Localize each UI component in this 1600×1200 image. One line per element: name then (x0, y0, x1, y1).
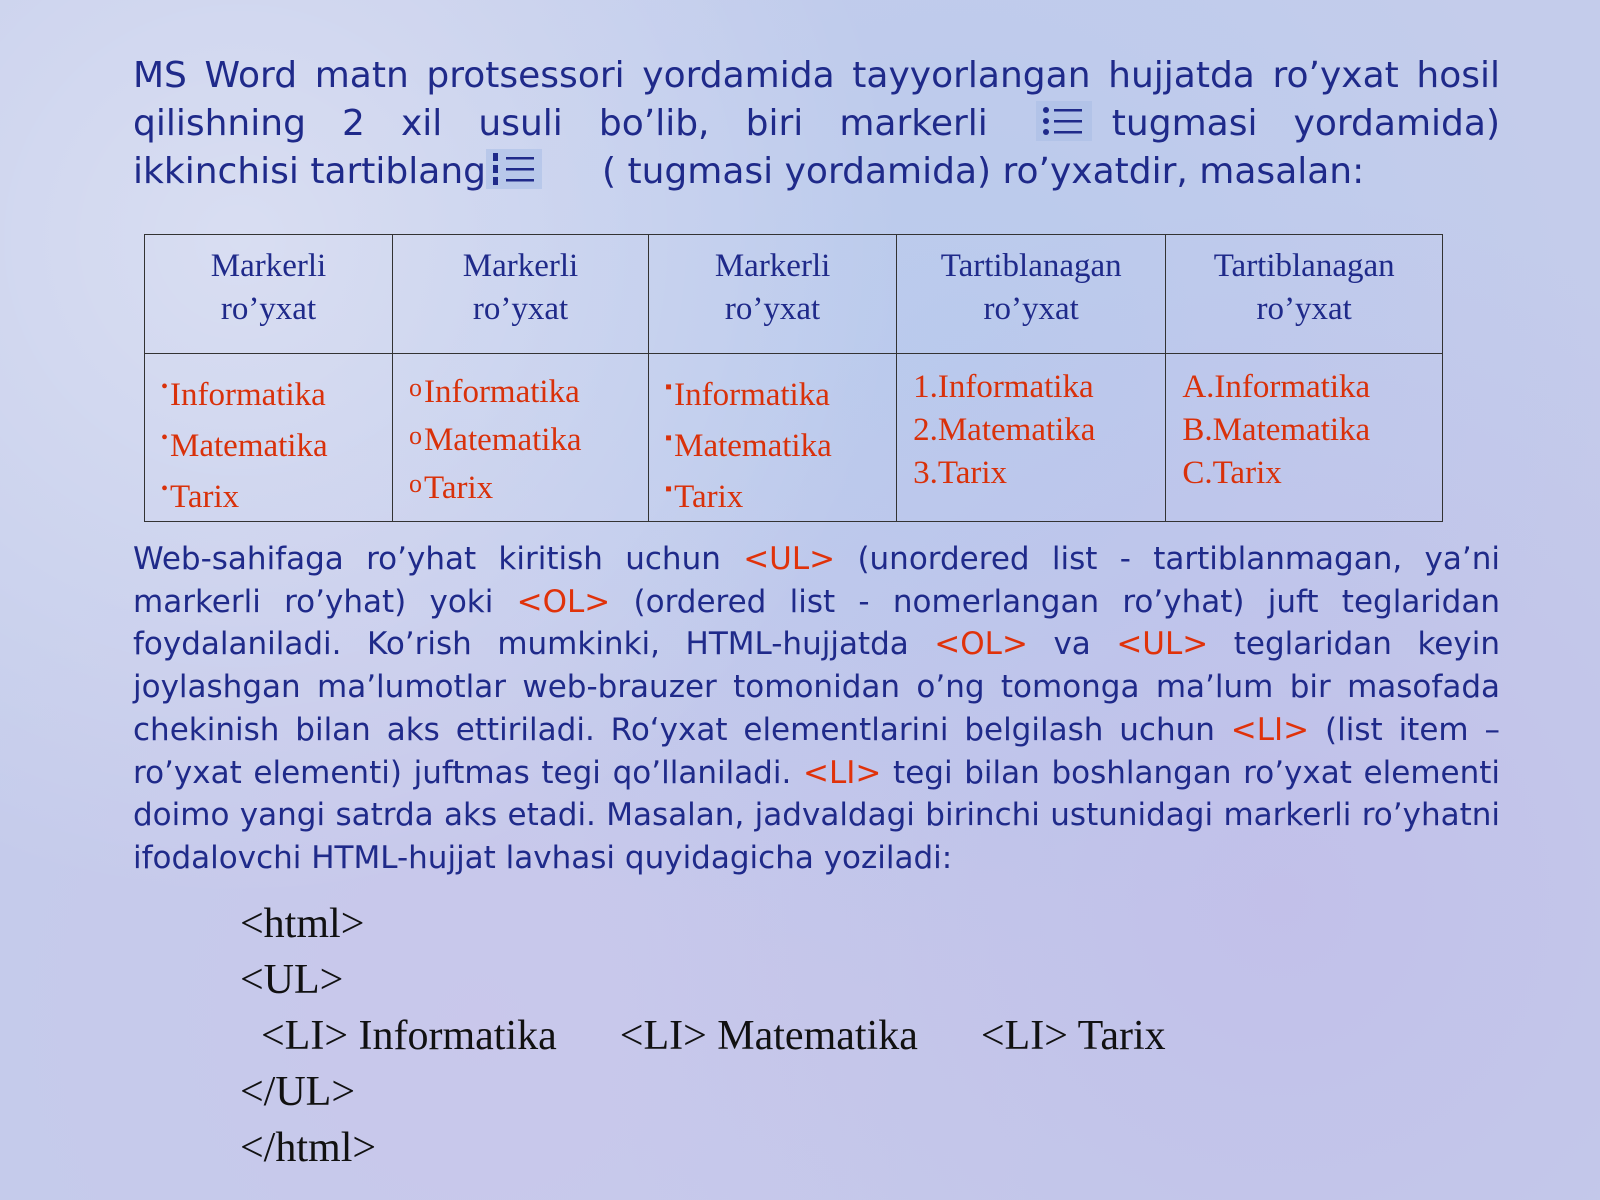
header-line: ro’yxat (724, 291, 821, 327)
bullet-marker: • (161, 376, 169, 398)
list-item (409, 414, 648, 462)
list-item-text: Matematika (674, 428, 832, 464)
list-item: C.Tarix (1182, 455, 1282, 491)
header-line: Markerli (714, 248, 831, 284)
body-text: va (1027, 626, 1117, 663)
code-line: </html> (240, 1125, 377, 1171)
square-list-cell (649, 354, 897, 522)
code-line: <UL> (240, 957, 344, 1003)
header-line: ro’yxat (1256, 291, 1352, 327)
bullet-marker: • (161, 427, 169, 449)
list-item-text: Tarix (170, 479, 240, 515)
numbered-list-cell (897, 354, 1166, 522)
header-line: Tartiblanagan (940, 248, 1122, 284)
numbered-list-icon (486, 149, 542, 189)
list-item-text: Matematika (170, 428, 328, 464)
list-item (161, 366, 392, 417)
body-text: teglaridan keyin joylashgan ma’lumotlar web-brauzer tomonidan o’ng tomonga ma’lum bir masofada chekinish bilan aks ettiriladi. Ro‘yxat elementlarini belgilash uchun (133, 626, 1500, 748)
bulleted-list-icon (1036, 101, 1092, 141)
square-marker: ▪ (665, 427, 673, 449)
body-text: (unordered list - tartiblanmagan, ya’ni markerli ro’yhat) yoki (133, 541, 1500, 620)
circle-list-cell (392, 354, 648, 522)
code-line: <LI> Informatika <LI> Matematika <LI> Tarix (240, 1013, 1166, 1059)
intro-paragraph (133, 52, 1500, 196)
list-item (161, 417, 392, 468)
header-line: Tartiblanagan (1213, 248, 1395, 284)
circle-marker: o (408, 373, 422, 402)
list-item: 3.Tarix (913, 455, 1008, 491)
list-item-text: Informatika (423, 374, 580, 410)
list-item (665, 366, 896, 417)
bullet-list-cell (145, 354, 393, 522)
header-cell (392, 235, 648, 354)
html-code-example (240, 896, 1166, 1176)
ul-tag: <UL> (743, 541, 836, 577)
circle-marker: o (408, 469, 422, 498)
table-body-row (145, 354, 1443, 522)
square-marker: ▪ (665, 376, 673, 398)
circle-marker: o (408, 421, 422, 450)
header-cell (649, 235, 897, 354)
header-line: Markerli (462, 248, 579, 284)
ol-tag: <OL> (516, 583, 611, 620)
web-list-paragraph (133, 538, 1500, 880)
list-item (161, 468, 392, 519)
header-cell (1166, 235, 1443, 354)
body-text: (ordered list - nomerlangan ro’yhat) juft teglaridan foydalaniladi. Ko’rish mumkinki, HTML-hujjatda (133, 583, 1500, 663)
table-header-row (145, 235, 1443, 354)
intro-text-3: ( tugmasi yordamida) ro’yxatdir, masalan: (602, 151, 1365, 192)
li-tag: <LI> (1230, 711, 1310, 748)
header-line: Markerli (210, 248, 327, 284)
li-tag: <LI> (803, 754, 882, 791)
intro-text-1: MS Word matn protsessori yordamida tayyorlangan hujjatda ro’yxat hosil qilishning 2 xil usuli bo’lib, biri markerli (133, 55, 1500, 144)
ul-tag: <UL> (1116, 626, 1209, 663)
bullet-marker: • (161, 478, 169, 500)
list-item (409, 366, 648, 414)
header-line: ro’yxat (983, 291, 1079, 327)
square-marker: ▪ (665, 478, 673, 500)
list-item: 1.Informatika (913, 369, 1094, 405)
list-item (409, 462, 648, 510)
list-item-text: Tarix (423, 470, 494, 506)
list-item: 2.Matematika (913, 412, 1096, 448)
list-item: A.Informatika (1182, 369, 1371, 405)
ol-tag: <OL> (934, 626, 1028, 663)
code-line: <html> (240, 901, 365, 947)
intro-text-2: tugmasi yordamida) ikkinchisi tartiblang (133, 103, 1500, 192)
list-item-text: Informatika (674, 377, 830, 413)
list-item-text: Tarix (674, 479, 744, 515)
list-item (665, 417, 896, 468)
list-item-text: Matematika (423, 422, 582, 458)
body-text: tegi bilan boshlangan ro’yxat elementi doimo yangi satrda aks etadi. Masalan, jadvaldagi birinchi ustunidagi markerli ro’yhatni ifodalovchi HTML-hujjat lavhasi quyidagicha yoziladi: (133, 754, 1501, 876)
header-line: ro’yxat (472, 291, 569, 327)
list-item-text: Informatika (170, 377, 326, 413)
body-text: Web-sahifaga ro’yhat kiritish uchun (133, 541, 744, 577)
code-line: </UL> (240, 1069, 356, 1115)
list-types-table (144, 234, 1443, 522)
header-cell (897, 235, 1166, 354)
lettered-list-cell (1166, 354, 1443, 522)
header-line: ro’yxat (220, 291, 317, 327)
body-text: (list item – ro’yxat elementi) juftmas tegi qo’llaniladi. (133, 711, 1500, 791)
list-item (665, 468, 896, 519)
header-cell (145, 235, 393, 354)
list-item: B.Matematika (1182, 412, 1371, 448)
